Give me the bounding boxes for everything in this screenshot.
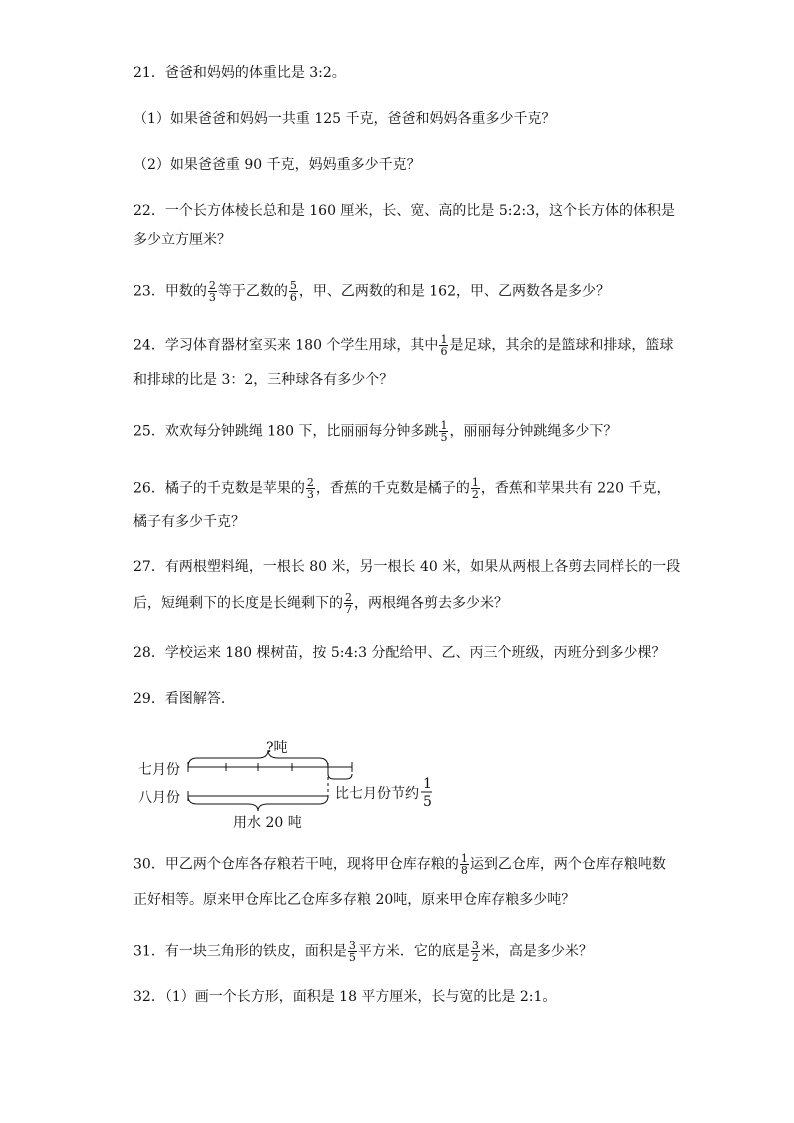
q26-line2: 橘子有多少千克？ [133,514,245,530]
q30-line2: 正好相等。原来甲仓库比乙仓库多存粮 20吨，原来甲仓库存粮多少吨？ [133,892,576,908]
july-label: 七月份 [138,762,180,778]
q23-text: 23．甲数的 $\frac{2}{3}$ 等于乙数的 $\frac{5}{6}$ ，甲、乙两数的和是 162，甲、乙两数各是多少？ [133,279,610,304]
saving-brace [328,774,352,779]
saving-fraction-denominator: 5 [423,794,432,810]
fraction: $\frac{1}{5}$ [440,419,448,444]
q28-text: 28．学校运来 180 棵树苗，按 5:4:3 分配给甲、乙、丙三个班级，丙班分到多少棵？ [133,645,666,661]
q27-line2: 后，短绳剩下的长度是长绳剩下的 $\frac{2}{7}$ ，两根绳各剪去多少米？ [133,591,508,616]
bottom-brace [188,796,328,811]
fraction: $\frac{2}{7}$ [345,591,352,616]
q22-line1: 22．一个长方体棱长总和是 160 厘米，长、宽、高的比是 5:2:3，这个长方体的体积是 [133,203,676,219]
q32-text: 32．（1）画一个长方形，面积是 18 平方厘米，长与宽的比是 2:1。 [133,989,557,1005]
q24-line1: 24．学习体育器材室买来 180 个学生用球，其中 $\frac{1}{6}$ 是足球，其余的是篮球和排球，篮球 [133,333,674,358]
q21-sub2: （2）如果爸爸重 90 千克，妈妈重多少千克？ [133,157,421,173]
unknown-total-label: ?吨 [266,740,288,756]
fraction: $\frac{1}{2}$ [471,476,479,501]
q24-line2: 和排球的比是 3：2，三种球各有多少个？ [133,372,394,388]
august-label: 八月份 [138,790,180,806]
q22-line2: 多少立方厘米？ [133,232,231,248]
q21-sub1: （1）如果爸爸和妈妈一共重 125 千克，爸爸和妈妈各重多少千克？ [133,111,556,127]
saving-fraction-numerator: 1 [423,776,432,792]
q26-line1: 26．橘子的千克数是苹果的 $\frac{2}{3}$ ，香蕉的千克数是橘子的 $\frac{1}{2}$ ，香蕉和苹果共有 220 千克， [133,476,671,501]
fraction: $\frac{2}{3}$ [208,279,216,304]
fraction: $\frac{2}{3}$ [306,476,314,501]
saving-label: 比七月份节约 [335,786,419,802]
q27-line1: 27．有两根塑料绳，一根长 80 米，另一根长 40 米，如果从两根上各剪去同样长的一段 [133,559,681,575]
fraction: $\frac{5}{6}$ [289,279,297,304]
line-segment-diagram [138,734,448,834]
q30-line1: 30．甲乙两个仓库各存粮若干吨，现将甲仓库存粮的 $\frac{1}{8}$ 运到乙仓库，两个仓库存粮吨数 [133,852,666,877]
q25-text: 25．欢欢每分钟跳绳 180 下，比丽丽每分钟多跳 $\frac{1}{5}$ ，丽丽每分钟跳绳多少下？ [133,419,618,444]
fraction: $\frac{3}{2}$ [471,939,479,964]
fraction: $\frac{3}{5}$ [348,939,356,964]
fraction: $\frac{1}{6}$ [440,333,448,358]
q21-text: 21．爸爸和妈妈的体重比是 3:2。 [133,65,346,81]
fraction: $\frac{1}{8}$ [460,852,468,877]
usage-label: 用水 20 吨 [233,815,302,831]
q31-text: 31．有一块三角形的铁皮，面积是 $\frac{3}{5}$ 平方米．它的底是 $\frac{3}{2}$ 米，高是多少米？ [133,939,593,964]
q29-text: 29．看图解答． [133,691,235,707]
